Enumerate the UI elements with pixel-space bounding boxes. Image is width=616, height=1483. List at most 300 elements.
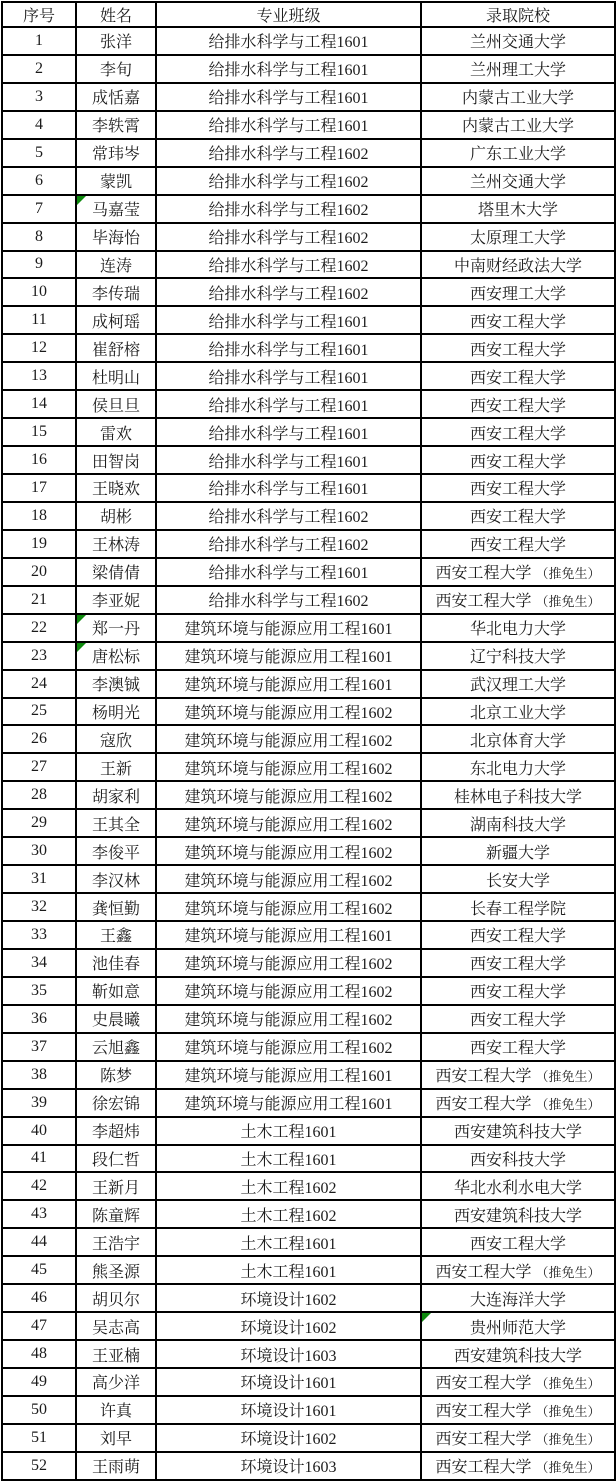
- cell-major-class[interactable]: [156, 418, 421, 446]
- cell-text: 给排水科学与工程1601: [208, 313, 369, 331]
- cell-name[interactable]: [76, 1089, 156, 1117]
- cell-name[interactable]: [76, 502, 156, 530]
- cell-name[interactable]: [76, 55, 156, 83]
- cell-name[interactable]: [76, 1284, 156, 1312]
- cell-text: 徐宏锦: [91, 1096, 140, 1114]
- cell-index[interactable]: [2, 55, 76, 83]
- cell-major-class[interactable]: [156, 306, 421, 334]
- cell-name[interactable]: [76, 83, 156, 111]
- cell-text: 李澳铖: [91, 677, 140, 695]
- cell-name[interactable]: [76, 1172, 156, 1200]
- cell-index[interactable]: [2, 837, 76, 865]
- cell-school[interactable]: [421, 725, 615, 753]
- cell-index[interactable]: [2, 223, 76, 251]
- header-row: [2, 2, 615, 27]
- cell-index[interactable]: [2, 474, 76, 502]
- cell-name[interactable]: [76, 1396, 156, 1424]
- cell-major-class[interactable]: [156, 167, 421, 195]
- cell-major-class[interactable]: [156, 111, 421, 139]
- comment-marker-icon: [77, 196, 86, 205]
- cell-major-class[interactable]: [156, 725, 421, 753]
- cell-school[interactable]: [421, 1452, 615, 1480]
- cell-text: 龚恒勤: [91, 900, 140, 918]
- cell-index[interactable]: [2, 278, 76, 306]
- cell-text: 环境设计1602: [240, 1431, 337, 1449]
- cell-major-class[interactable]: [156, 1312, 421, 1340]
- table-row: [2, 1172, 615, 1200]
- cell-index[interactable]: [2, 1256, 76, 1284]
- cell-index[interactable]: [2, 167, 76, 195]
- cell-text: 17: [31, 478, 47, 496]
- cell-text: 建筑环境与能源应用工程1601: [184, 621, 393, 639]
- cell-index[interactable]: [2, 921, 76, 949]
- table-row: [2, 418, 615, 446]
- cell-school[interactable]: [421, 139, 615, 167]
- table-row: [2, 111, 615, 139]
- cell-text: 环境设计1601: [240, 1375, 337, 1393]
- cell-major-class[interactable]: [156, 1256, 421, 1284]
- table-row: [2, 781, 615, 809]
- cell-index[interactable]: [2, 27, 76, 55]
- cell-text: 给排水科学与工程1602: [208, 257, 369, 275]
- table-row: [2, 139, 615, 167]
- cell-major-class[interactable]: [156, 27, 421, 55]
- cell-text: 寇欣: [99, 732, 132, 750]
- cell-school[interactable]: [421, 614, 615, 642]
- cell-name[interactable]: [76, 977, 156, 1005]
- cell-school[interactable]: [421, 83, 615, 111]
- cell-text: 给排水科学与工程1601: [208, 565, 369, 583]
- cell-index[interactable]: [2, 1228, 76, 1256]
- cell-school[interactable]: [421, 1424, 615, 1452]
- cell-major-class[interactable]: [156, 1061, 421, 1089]
- cell-major-class[interactable]: [156, 83, 421, 111]
- cell-text: 西安建筑科技大学: [453, 1347, 582, 1365]
- cell-school[interactable]: [421, 418, 615, 446]
- cell-text: 37: [31, 1037, 47, 1055]
- cell-text: 兰州理工大学: [469, 62, 566, 80]
- cell-name[interactable]: [76, 390, 156, 418]
- cell-name[interactable]: [76, 1005, 156, 1033]
- table-row: [2, 1452, 615, 1480]
- cell-name[interactable]: [76, 809, 156, 837]
- cell-text: 给排水科学与工程1602: [208, 509, 369, 527]
- cell-index[interactable]: [2, 698, 76, 726]
- cell-school[interactable]: [421, 195, 615, 223]
- cell-name[interactable]: [76, 446, 156, 474]
- table-row: [2, 1089, 615, 1117]
- cell-name[interactable]: [76, 1256, 156, 1284]
- cell-text: 郑一丹: [91, 621, 140, 639]
- cell-major-class[interactable]: [156, 698, 421, 726]
- cell-index[interactable]: [2, 642, 76, 670]
- cell-index[interactable]: [2, 753, 76, 781]
- cell-text: 49: [31, 1372, 47, 1390]
- header-index[interactable]: 序号: [2, 2, 76, 27]
- cell-index[interactable]: [2, 1033, 76, 1061]
- cell-index[interactable]: [2, 614, 76, 642]
- cell-index[interactable]: [2, 530, 76, 558]
- cell-school[interactable]: [421, 977, 615, 1005]
- cell-major-class[interactable]: [156, 1284, 421, 1312]
- cell-text: 太原理工大学: [469, 230, 566, 248]
- cell-school[interactable]: [421, 167, 615, 195]
- cell-major-class[interactable]: [156, 670, 421, 698]
- cell-text: 桂林电子科技大学: [453, 788, 582, 806]
- cell-text: 东北电力大学: [469, 760, 566, 778]
- cell-index[interactable]: [2, 446, 76, 474]
- cell-text: 史晨曦: [91, 1012, 140, 1030]
- cell-text: 27: [31, 758, 47, 776]
- cell-school[interactable]: [421, 558, 615, 586]
- cell-name[interactable]: [76, 893, 156, 921]
- cell-school[interactable]: [421, 809, 615, 837]
- cell-major-class[interactable]: [156, 223, 421, 251]
- cell-text: 建筑环境与能源应用工程1601: [184, 928, 393, 946]
- cell-major-class[interactable]: [156, 502, 421, 530]
- cell-school[interactable]: [421, 1284, 615, 1312]
- cell-text: 39: [31, 1093, 47, 1111]
- cell-major-class[interactable]: [156, 334, 421, 362]
- cell-name[interactable]: [76, 558, 156, 586]
- cell-index[interactable]: [2, 251, 76, 279]
- cell-major-class[interactable]: [156, 1145, 421, 1173]
- cell-school[interactable]: [421, 111, 615, 139]
- table-row: [2, 1368, 615, 1396]
- cell-text: 许真: [99, 1403, 132, 1421]
- cell-name[interactable]: [76, 1145, 156, 1173]
- cell-name[interactable]: [76, 418, 156, 446]
- cell-school[interactable]: [421, 1368, 615, 1396]
- header-major-class[interactable]: 专业班级: [156, 2, 421, 27]
- table-row: [2, 334, 615, 362]
- cell-name[interactable]: [76, 837, 156, 865]
- cell-school[interactable]: [421, 223, 615, 251]
- table-row: [2, 1061, 615, 1089]
- cell-index[interactable]: [2, 893, 76, 921]
- cell-name[interactable]: [76, 753, 156, 781]
- cell-major-class[interactable]: [156, 614, 421, 642]
- cell-major-class[interactable]: [156, 1368, 421, 1396]
- cell-index[interactable]: [2, 1340, 76, 1368]
- cell-text: 毕海怡: [91, 230, 140, 248]
- cell-name[interactable]: [76, 586, 156, 614]
- cell-index[interactable]: [2, 1200, 76, 1228]
- cell-index[interactable]: [2, 418, 76, 446]
- cell-major-class[interactable]: [156, 278, 421, 306]
- cell-major-class[interactable]: [156, 977, 421, 1005]
- cell-name[interactable]: [76, 949, 156, 977]
- cell-index[interactable]: [2, 1089, 76, 1117]
- cell-index[interactable]: [2, 1061, 76, 1089]
- cell-school[interactable]: [421, 278, 615, 306]
- cell-index[interactable]: [2, 502, 76, 530]
- cell-index[interactable]: [2, 781, 76, 809]
- cell-name[interactable]: [76, 195, 156, 223]
- cell-major-class[interactable]: [156, 195, 421, 223]
- cell-name[interactable]: [76, 334, 156, 362]
- cell-index[interactable]: [2, 809, 76, 837]
- cell-index[interactable]: [2, 334, 76, 362]
- cell-major-class[interactable]: [156, 865, 421, 893]
- cell-major-class[interactable]: [156, 558, 421, 586]
- cell-text: 李轶霄: [91, 118, 140, 136]
- cell-text: 西安工程大学: [469, 313, 566, 331]
- cell-major-class[interactable]: [156, 390, 421, 418]
- cell-index[interactable]: [2, 1117, 76, 1145]
- cell-index[interactable]: [2, 83, 76, 111]
- cell-school[interactable]: [421, 781, 615, 809]
- cell-school[interactable]: [421, 1089, 615, 1117]
- cell-name[interactable]: [76, 1228, 156, 1256]
- cell-school[interactable]: [421, 893, 615, 921]
- cell-school[interactable]: [421, 586, 615, 614]
- cell-school[interactable]: [421, 1172, 615, 1200]
- cell-text: 吴志高: [91, 1319, 140, 1337]
- cell-major-class[interactable]: [156, 55, 421, 83]
- cell-major-class[interactable]: [156, 251, 421, 279]
- cell-index[interactable]: [2, 725, 76, 753]
- table-row: [2, 1256, 615, 1284]
- cell-text: 大连海洋大学: [469, 1291, 566, 1309]
- cell-major-class[interactable]: [156, 1200, 421, 1228]
- header-name[interactable]: 姓名: [76, 2, 156, 27]
- cell-major-class[interactable]: [156, 893, 421, 921]
- cell-school[interactable]: [421, 670, 615, 698]
- cell-major-class[interactable]: [156, 1117, 421, 1145]
- cell-name[interactable]: [76, 139, 156, 167]
- cell-school[interactable]: [421, 1145, 615, 1173]
- cell-text: 给排水科学与工程1602: [208, 593, 369, 611]
- cell-text: 西安工程大学 （推免生）: [435, 1431, 601, 1449]
- table-row: [2, 362, 615, 390]
- cell-major-class[interactable]: [156, 1424, 421, 1452]
- cell-name[interactable]: [76, 474, 156, 502]
- cell-index[interactable]: [2, 1396, 76, 1424]
- cell-text: 给排水科学与工程1601: [208, 453, 369, 471]
- cell-school[interactable]: [421, 362, 615, 390]
- cell-major-class[interactable]: [156, 139, 421, 167]
- cell-index[interactable]: [2, 1172, 76, 1200]
- cell-index[interactable]: [2, 670, 76, 698]
- cell-index[interactable]: [2, 1452, 76, 1480]
- cell-text: 33: [31, 925, 47, 943]
- cell-index[interactable]: [2, 111, 76, 139]
- cell-index[interactable]: [2, 977, 76, 1005]
- cell-text: 西安工程大学 （推免生）: [435, 1096, 601, 1114]
- cell-name[interactable]: [76, 1061, 156, 1089]
- cell-school[interactable]: [421, 1340, 615, 1368]
- cell-text: 环境设计1601: [240, 1403, 337, 1421]
- cell-text: 胡彬: [99, 509, 132, 527]
- cell-major-class[interactable]: [156, 1089, 421, 1117]
- cell-major-class[interactable]: [156, 781, 421, 809]
- cell-index[interactable]: [2, 586, 76, 614]
- cell-major-class[interactable]: [156, 837, 421, 865]
- cell-text: 西安工程大学: [469, 481, 566, 499]
- cell-school[interactable]: [421, 698, 615, 726]
- table-row: [2, 865, 615, 893]
- cell-text: 建筑环境与能源应用工程1601: [184, 1096, 393, 1114]
- cell-text: 环境设计1602: [240, 1319, 337, 1337]
- cell-name[interactable]: [76, 698, 156, 726]
- cell-index[interactable]: [2, 139, 76, 167]
- cell-text: 内蒙古工业大学: [461, 118, 574, 136]
- cell-major-class[interactable]: [156, 642, 421, 670]
- cell-name[interactable]: [76, 167, 156, 195]
- cell-text: 中南财经政法大学: [453, 257, 582, 275]
- cell-school[interactable]: [421, 642, 615, 670]
- cell-text: 给排水科学与工程1601: [208, 397, 369, 415]
- cell-name[interactable]: [76, 111, 156, 139]
- cell-school[interactable]: [421, 1396, 615, 1424]
- cell-major-class[interactable]: [156, 921, 421, 949]
- cell-name[interactable]: [76, 725, 156, 753]
- cell-school[interactable]: [421, 1256, 615, 1284]
- cell-name[interactable]: [76, 306, 156, 334]
- cell-major-class[interactable]: [156, 809, 421, 837]
- cell-index[interactable]: [2, 1424, 76, 1452]
- cell-major-class[interactable]: [156, 949, 421, 977]
- cell-major-class[interactable]: [156, 586, 421, 614]
- cell-name[interactable]: [76, 1340, 156, 1368]
- cell-school[interactable]: [421, 251, 615, 279]
- cell-text: 35: [31, 981, 47, 999]
- cell-name[interactable]: [76, 781, 156, 809]
- cell-school[interactable]: [421, 390, 615, 418]
- cell-name[interactable]: [76, 251, 156, 279]
- cell-school[interactable]: [421, 474, 615, 502]
- cell-text: 王鑫: [99, 928, 132, 946]
- cell-name[interactable]: [76, 1312, 156, 1340]
- cell-major-class[interactable]: [156, 362, 421, 390]
- cell-text: 建筑环境与能源应用工程1602: [184, 788, 393, 806]
- cell-name[interactable]: [76, 1033, 156, 1061]
- cell-name[interactable]: [76, 865, 156, 893]
- cell-index[interactable]: [2, 1312, 76, 1340]
- cell-school[interactable]: [421, 446, 615, 474]
- cell-name[interactable]: [76, 670, 156, 698]
- table-row: [2, 446, 615, 474]
- cell-school[interactable]: [421, 753, 615, 781]
- cell-name[interactable]: [76, 1452, 156, 1480]
- cell-major-class[interactable]: [156, 1005, 421, 1033]
- table-row: [2, 977, 615, 1005]
- cell-index[interactable]: [2, 390, 76, 418]
- cell-school[interactable]: [421, 1312, 615, 1340]
- cell-text: 15: [31, 423, 47, 441]
- cell-text: 靳如意: [91, 984, 140, 1002]
- cell-major-class[interactable]: [156, 1172, 421, 1200]
- cell-name[interactable]: [76, 278, 156, 306]
- cell-text: 湖南科技大学: [469, 816, 566, 834]
- cell-school[interactable]: [421, 865, 615, 893]
- cell-school[interactable]: [421, 334, 615, 362]
- cell-index[interactable]: [2, 558, 76, 586]
- cell-school[interactable]: [421, 502, 615, 530]
- table-row: [2, 1117, 615, 1145]
- cell-text: 2: [35, 59, 43, 77]
- cell-school[interactable]: [421, 837, 615, 865]
- cell-school[interactable]: [421, 1117, 615, 1145]
- cell-text: 21: [31, 590, 47, 608]
- cell-name[interactable]: [76, 362, 156, 390]
- cell-major-class[interactable]: [156, 1396, 421, 1424]
- cell-index[interactable]: [2, 865, 76, 893]
- cell-text: 给排水科学与工程1602: [208, 230, 369, 248]
- cell-index[interactable]: [2, 1145, 76, 1173]
- cell-major-class[interactable]: [156, 1452, 421, 1480]
- cell-text: 王新月: [91, 1179, 140, 1197]
- table-row: [2, 1005, 615, 1033]
- cell-index[interactable]: [2, 362, 76, 390]
- cell-name[interactable]: [76, 614, 156, 642]
- cell-index[interactable]: [2, 306, 76, 334]
- cell-text: 胡家利: [91, 788, 140, 806]
- cell-name[interactable]: [76, 1200, 156, 1228]
- cell-major-class[interactable]: [156, 753, 421, 781]
- cell-text: 西安工程大学 （推免生）: [435, 1375, 601, 1393]
- cell-name[interactable]: [76, 1424, 156, 1452]
- cell-school[interactable]: [421, 530, 615, 558]
- cell-major-class[interactable]: [156, 530, 421, 558]
- cell-text: 建筑环境与能源应用工程1601: [184, 1068, 393, 1086]
- cell-index[interactable]: [2, 1284, 76, 1312]
- cell-school[interactable]: [421, 1228, 615, 1256]
- cell-name[interactable]: [76, 27, 156, 55]
- cell-text: 建筑环境与能源应用工程1602: [184, 732, 393, 750]
- table-row: [2, 306, 615, 334]
- cell-index[interactable]: [2, 195, 76, 223]
- cell-school[interactable]: [421, 306, 615, 334]
- cell-text: 7: [35, 199, 43, 217]
- cell-text: 给排水科学与工程1602: [208, 146, 369, 164]
- cell-major-class[interactable]: [156, 1340, 421, 1368]
- table-row: [2, 278, 615, 306]
- cell-school[interactable]: [421, 1200, 615, 1228]
- cell-text: 38: [31, 1065, 47, 1083]
- cell-text: 李俊平: [91, 844, 140, 862]
- cell-school[interactable]: [421, 27, 615, 55]
- cell-school[interactable]: [421, 1033, 615, 1061]
- cell-index[interactable]: [2, 1368, 76, 1396]
- cell-major-class[interactable]: [156, 1228, 421, 1256]
- cell-name[interactable]: [76, 642, 156, 670]
- cell-major-class[interactable]: [156, 474, 421, 502]
- cell-text: 30: [31, 842, 47, 860]
- cell-school[interactable]: [421, 1005, 615, 1033]
- cell-major-class[interactable]: [156, 446, 421, 474]
- cell-text: 池佳春: [91, 956, 140, 974]
- cell-name[interactable]: [76, 1117, 156, 1145]
- cell-school[interactable]: [421, 949, 615, 977]
- table-row: [2, 558, 615, 586]
- cell-text: 李汉林: [91, 872, 140, 890]
- cell-text: 西安工程大学: [469, 1235, 566, 1253]
- cell-school[interactable]: [421, 55, 615, 83]
- cell-school[interactable]: [421, 921, 615, 949]
- cell-name[interactable]: [76, 1368, 156, 1396]
- cell-name[interactable]: [76, 223, 156, 251]
- header-school[interactable]: 录取院校: [421, 2, 615, 27]
- cell-name[interactable]: [76, 921, 156, 949]
- cell-name[interactable]: [76, 530, 156, 558]
- cell-index[interactable]: [2, 949, 76, 977]
- cell-school[interactable]: [421, 1061, 615, 1089]
- table-row: [2, 530, 615, 558]
- cell-index[interactable]: [2, 1005, 76, 1033]
- cell-major-class[interactable]: [156, 1033, 421, 1061]
